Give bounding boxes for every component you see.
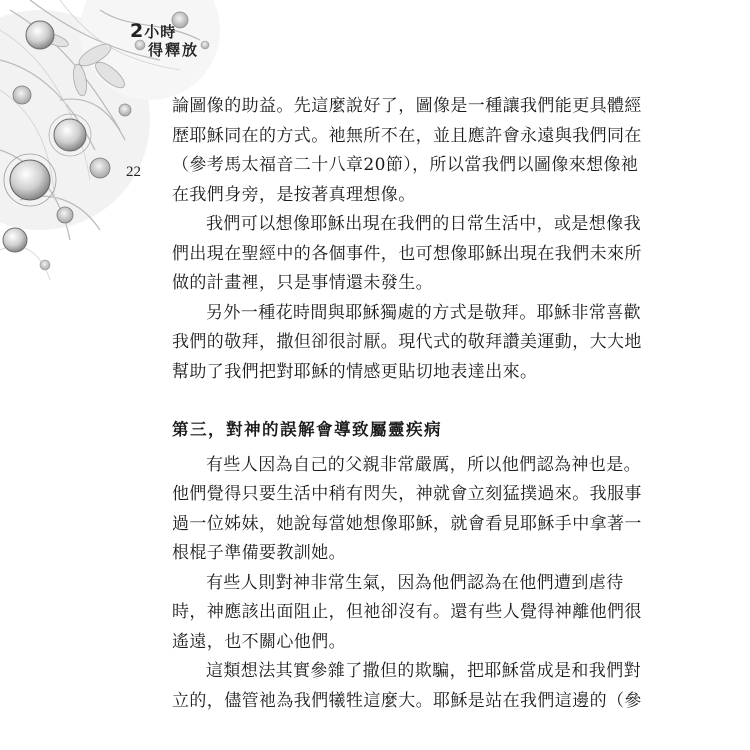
section-heading: 第三，對神的誤解會導致屬靈疾病	[172, 420, 442, 439]
paragraph	[172, 299, 642, 388]
text-line: 時，神應該出面阻止，但祂卻沒有。還有些人覺得神離他們很	[172, 602, 642, 622]
text-line: 我們的敬拜，撒但卻很討厭。現代式的敬拜讚美運動，大大地	[172, 332, 642, 352]
page-number: 22	[126, 164, 141, 180]
book-title-number: 2	[130, 20, 145, 42]
text-line: 歷耶穌同在的方式。祂無所不在，並且應許會永遠與我們同在	[172, 125, 642, 146]
body-text	[172, 92, 642, 716]
paragraph	[172, 451, 642, 569]
text-line: 論圖像的助益。先這麼說好了，圖像是一種讓我們能更具體經	[172, 96, 642, 116]
text-line: 做的計畫裡，只是事情還未發生。	[172, 273, 433, 293]
text-line: 另外一種花時間與耶穌獨處的方式是敬拜。耶穌非常喜歡	[206, 302, 641, 323]
paragraph-group-intro	[172, 92, 642, 387]
text-line: 立的，儘管祂為我們犧牲這麼大。耶穌是站在我們這邊的（參	[172, 690, 642, 711]
paragraph-group-section	[172, 451, 642, 717]
text-line: 幫助了我們把對耶穌的情感更貼切地表達出來。	[172, 361, 538, 382]
text-line: 有些人則對神非常生氣，因為他們認為在他們遭到虐待	[206, 572, 624, 593]
text-line: 遙遠，也不關心他們。	[172, 631, 346, 652]
text-line: 有些人因為自己的父親非常嚴厲，所以他們認為神也是。	[206, 454, 641, 475]
text-line: 我們可以想像耶穌出現在我們的日常生活中，或是想像我	[206, 214, 641, 234]
text-line: 這類想法其實參雜了撒但的欺騙，把耶穌當成是和我們對	[206, 661, 641, 681]
text-line: 他們覺得只要生活中稍有閃失，神就會立刻猛撲過來。我服事	[172, 484, 642, 504]
book-title-line2: 得釋放	[148, 41, 200, 59]
paragraph	[172, 210, 642, 299]
text-line: 們出現在聖經中的各個事件，也可想像耶穌出現在我們未來所	[172, 243, 642, 264]
book-title	[130, 22, 199, 58]
paragraph	[172, 569, 642, 658]
text-line: 在我們身旁，是按著真理想像。	[172, 184, 416, 205]
text-line: 過一位姊妹，她說每當她想像耶穌，就會看見耶穌手中拿著一	[172, 513, 642, 534]
text-line: 根棍子準備要教訓她。	[172, 543, 346, 563]
book-title-line1: 小時	[144, 23, 177, 41]
text-line: （參考馬太福音二十八章20節），所以當我們以圖像來想像祂	[172, 155, 639, 175]
paragraph	[172, 657, 642, 716]
paragraph	[172, 92, 642, 210]
